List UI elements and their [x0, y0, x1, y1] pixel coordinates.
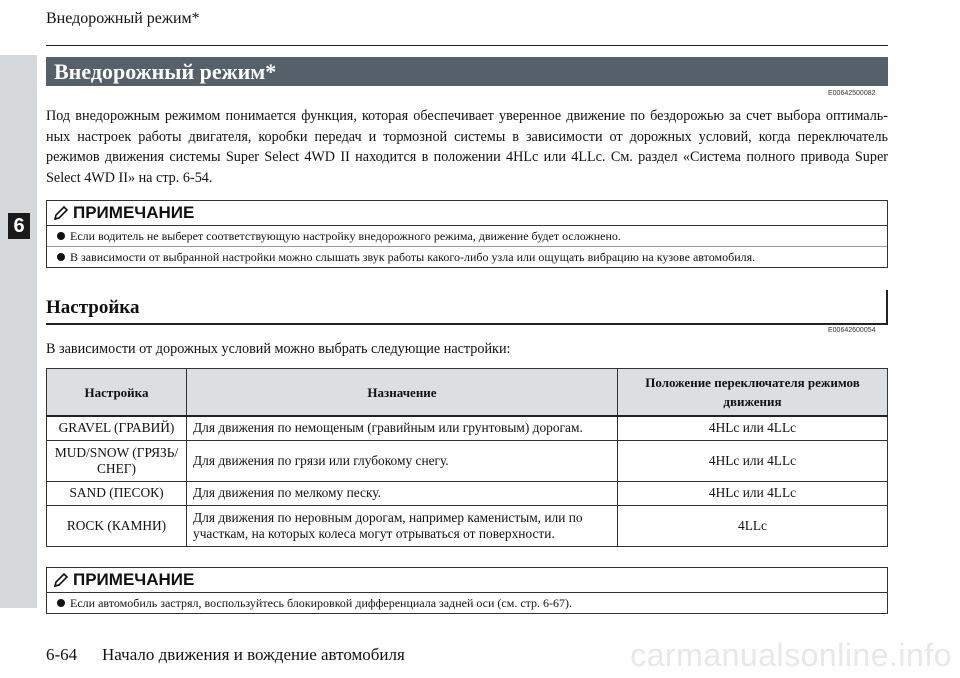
note-item [47, 247, 887, 267]
bullet-icon [57, 253, 65, 261]
table-row [47, 416, 888, 440]
note-item [47, 226, 887, 247]
running-head: Внедорожный режим* [46, 10, 200, 27]
column-header-purpose: Назначение [187, 369, 618, 417]
chapter-side-tab [0, 55, 37, 608]
note-item [47, 593, 887, 613]
purpose-cell: Для движения по немощеным (гравийным или грунтовым) дорогам. [187, 416, 618, 440]
section-code: E00642600054 [828, 327, 876, 334]
section-header [46, 290, 888, 325]
note-heading: ПРИМЕЧАНИЕ [73, 570, 195, 589]
setting-cell: SAND (ПЕСОК) [47, 481, 187, 505]
setting-cell: GRAVEL (ГРАВИЙ) [47, 416, 187, 440]
page-number: 6-64 [46, 645, 78, 664]
table-header-row [47, 369, 888, 417]
note-text: В зависимости от выбранной настройки можно слышать звук работы какого-либо узла или ощущать вибрацию на кузове автомобиля. [70, 250, 756, 264]
chapter-number: 6 [8, 213, 30, 239]
note-header [47, 568, 887, 593]
note-header [47, 201, 887, 226]
bullet-icon [57, 232, 65, 240]
table-row [47, 440, 888, 481]
note-text: Если водитель не выберет соответствующую настройку внедорожного режима, движение будет осложнено. [70, 229, 621, 243]
setting-cell: ROCK (КАМНИ) [47, 505, 187, 546]
column-header-setting: Настройка [47, 369, 187, 417]
purpose-cell: Для движения по грязи или глубокому снегу. [187, 440, 618, 481]
position-cell: 4HLc или 4LLc [618, 481, 888, 505]
position-cell: 4HLc или 4LLc [618, 416, 888, 440]
column-header-position: Положение переключателя режимов движения [618, 369, 888, 417]
pencil-icon [53, 572, 69, 588]
setting-cell: MUD/SNOW (ГРЯЗЬ/СНЕГ) [47, 440, 187, 481]
table-row [47, 481, 888, 505]
position-cell: 4HLc или 4LLc [618, 440, 888, 481]
note-box [46, 567, 888, 614]
note-box [46, 200, 888, 268]
note-text: Если автомобиль застрял, воспользуйтесь блокировкой дифференциала задней оси (см. стр. 6-67). [70, 596, 573, 610]
section-code: E00642500082 [828, 90, 876, 97]
intro-paragraph: Под внедорожным режимом понимается функция, которая обеспечивает уверенное движение по бездорожью за счет выбора оптималь-ных настроек работы двигателя, коробки передач и тормозной системы в зависимости от дорожных условий, когда переключатель режимов движения системы Super Select 4WD II находится в положении 4HLc или 4LLc. См. раздел «Система полного привода Super Select 4WD II» на стр. 6-54. [46, 108, 888, 186]
footer-chapter-title: Начало движения и вождение автомобиля [102, 645, 405, 664]
pencil-icon [53, 205, 69, 221]
section-intro: В зависимости от дорожных условий можно выбрать следующие настройки: [46, 341, 511, 357]
watermark: carmanualsonline.info [630, 637, 952, 673]
purpose-cell: Для движения по мелкому песку. [187, 481, 618, 505]
page-title: Внедорожный режим* [46, 57, 888, 86]
purpose-cell: Для движения по неровным дорогам, например каменистым, или по участкам, на которых колеса могут отрываться от поверхности. [187, 505, 618, 546]
section-divider [886, 290, 888, 323]
bullet-icon [57, 599, 65, 607]
table-row [47, 505, 888, 546]
header-rule [46, 45, 888, 46]
position-cell: 4LLc [618, 505, 888, 546]
note-heading: ПРИМЕЧАНИЕ [73, 203, 195, 222]
settings-table [46, 368, 888, 547]
section-title: Настройка [46, 297, 140, 318]
